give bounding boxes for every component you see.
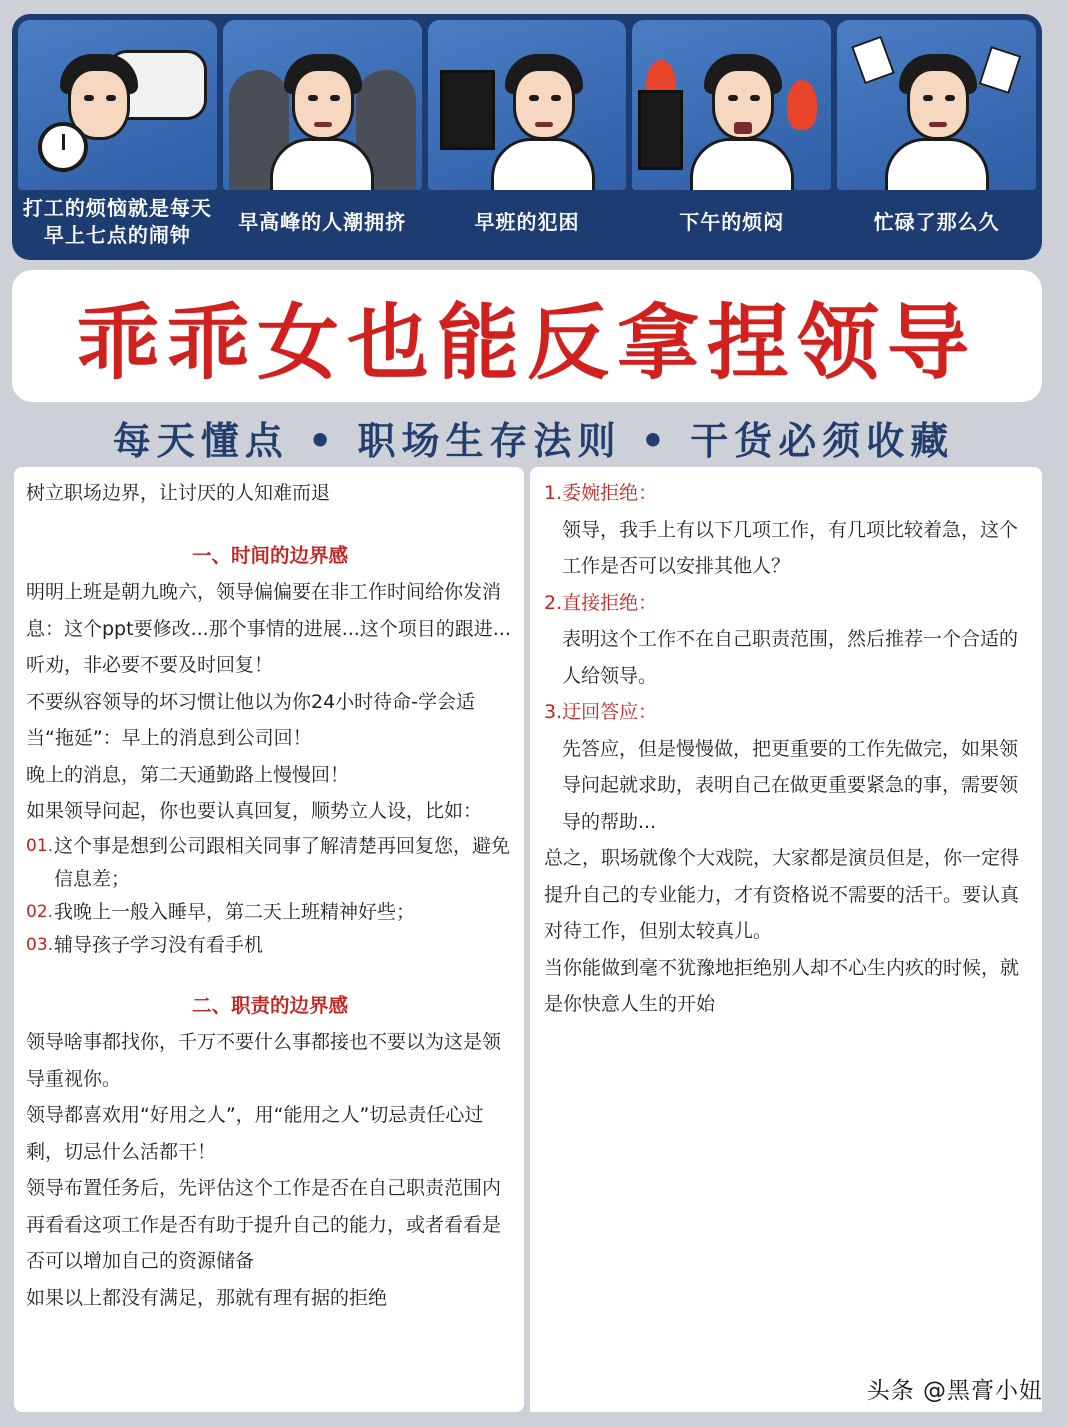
panel-caption: 下午的烦闷 xyxy=(679,209,785,234)
page-title: 乖乖女也能反拿捏领导 xyxy=(76,295,977,391)
list-item xyxy=(26,830,514,896)
refusal-heading-2: 2.直接拒绝： xyxy=(544,591,658,614)
paragraph: 不要纵容领导的坏习惯让他以为你24小时待命-学会适当“拖延”：早上的消息到公司回！ xyxy=(26,690,476,749)
comic-art-sleepy xyxy=(428,20,627,190)
watermark: 头条 @黑膏小妞 xyxy=(866,1378,1043,1404)
refusal-heading-3: 3.迂回答应： xyxy=(544,701,658,723)
right-column xyxy=(530,467,1042,1412)
paragraph: 领导啥事都找你，千万不要什么事都接也不要以为这是领导重视你。 xyxy=(26,1031,502,1090)
list-number: 03. xyxy=(26,934,54,955)
comic-panel-alarm xyxy=(18,20,217,254)
paragraph: 领导都喜欢用“好用之人”，用“能用之人”切忌责任心过剩，切忌什么活都干！ xyxy=(26,1104,484,1163)
panel-caption: 早班的犯困 xyxy=(474,209,580,234)
comic-art-annoyed xyxy=(632,20,831,190)
list-text: 这个事是想到公司跟相关同事了解清楚再回复您，避免信息差； xyxy=(54,834,511,890)
comic-panel-sleepy xyxy=(428,20,627,254)
section-heading-time: 一、时间的边界感 xyxy=(191,543,348,567)
list-text: 我晚上一般入睡早，第二天上班精神好些； xyxy=(54,900,416,923)
conclusion-paragraph: 当你能做到毫不犹豫地拒绝别人却不心生内疚的时候，就是你快意人生的开始 xyxy=(544,956,1020,1015)
conclusion-paragraph: 总之，职场就像个大戏院，大家都是演员但是，你一定得提升自己的专业能力，才有资格说不需要的活干。要认真对待工作，但别太较真儿。 xyxy=(544,847,1020,942)
refusal-body-1: 领导，我手上有以下几项工作，有几项比较着急，这个工作是否可以安排其他人？ xyxy=(562,518,1019,577)
list-item xyxy=(26,896,514,929)
paragraph: 如果领导问起，你也要认真回复，顺势立人设，比如： xyxy=(26,800,483,822)
page-subtitle: 每天懂点 • 职场生存法则 • 干货必须收藏 xyxy=(112,418,955,463)
comic-art-alarm xyxy=(18,20,217,190)
paragraph: 明明上班是朝九晚六，领导偏偏要在非工作时间给你发消息：这个ppt要修改...那个事情的进展...这个项目的跟进...听劝，非必要不要及时回复！ xyxy=(26,581,511,676)
comic-strip xyxy=(12,14,1042,260)
list-number: 02. xyxy=(26,901,54,922)
comic-panel-crowd xyxy=(223,20,422,254)
alarm-clock-icon xyxy=(38,122,88,172)
refusal-body-3: 先答应，但是慢慢做，把更重要的工作先做完，如果领导问起就求助，表明自己在做更重要紧急的事，需要领导的帮助... xyxy=(562,737,1019,833)
comic-art-crowd xyxy=(223,20,422,190)
panel-caption: 打工的烦恼就是每天早上七点的闹钟 xyxy=(22,196,212,247)
comic-panel-annoyed xyxy=(632,20,831,254)
title-card xyxy=(12,270,1042,402)
panel-caption: 早高峰的人潮拥挤 xyxy=(238,209,407,234)
section-heading-duty: 二、职责的边界感 xyxy=(191,993,348,1017)
paragraph: 晚上的消息，第二天通勤路上慢慢回！ xyxy=(26,763,350,786)
refusal-body-2: 表明这个工作不在自己职责范围，然后推荐一个合适的人给领导。 xyxy=(562,628,1019,687)
refusal-heading-1: 1.委婉拒绝： xyxy=(544,482,658,504)
paragraph: 领导布置任务后，先评估这个工作是否在自己职责范围内 xyxy=(26,1177,502,1199)
list-text: 辅导孩子学习没有看手机 xyxy=(54,933,264,956)
list-item xyxy=(26,929,514,962)
comic-art-busy xyxy=(837,20,1036,190)
list-number: 01. xyxy=(26,835,54,856)
comic-panel-busy xyxy=(837,20,1036,254)
left-column xyxy=(14,467,524,1412)
panel-caption: 忙碌了那么久 xyxy=(873,209,1000,234)
paragraph: 如果以上都没有满足，那就有理有据的拒绝 xyxy=(26,1286,388,1309)
intro-text: 树立职场边界，让讨厌的人知难而退 xyxy=(26,482,331,504)
paragraph: 再看看这项工作是否有助于提升自己的能力，或者看看是否可以增加自己的资源储备 xyxy=(26,1213,502,1272)
